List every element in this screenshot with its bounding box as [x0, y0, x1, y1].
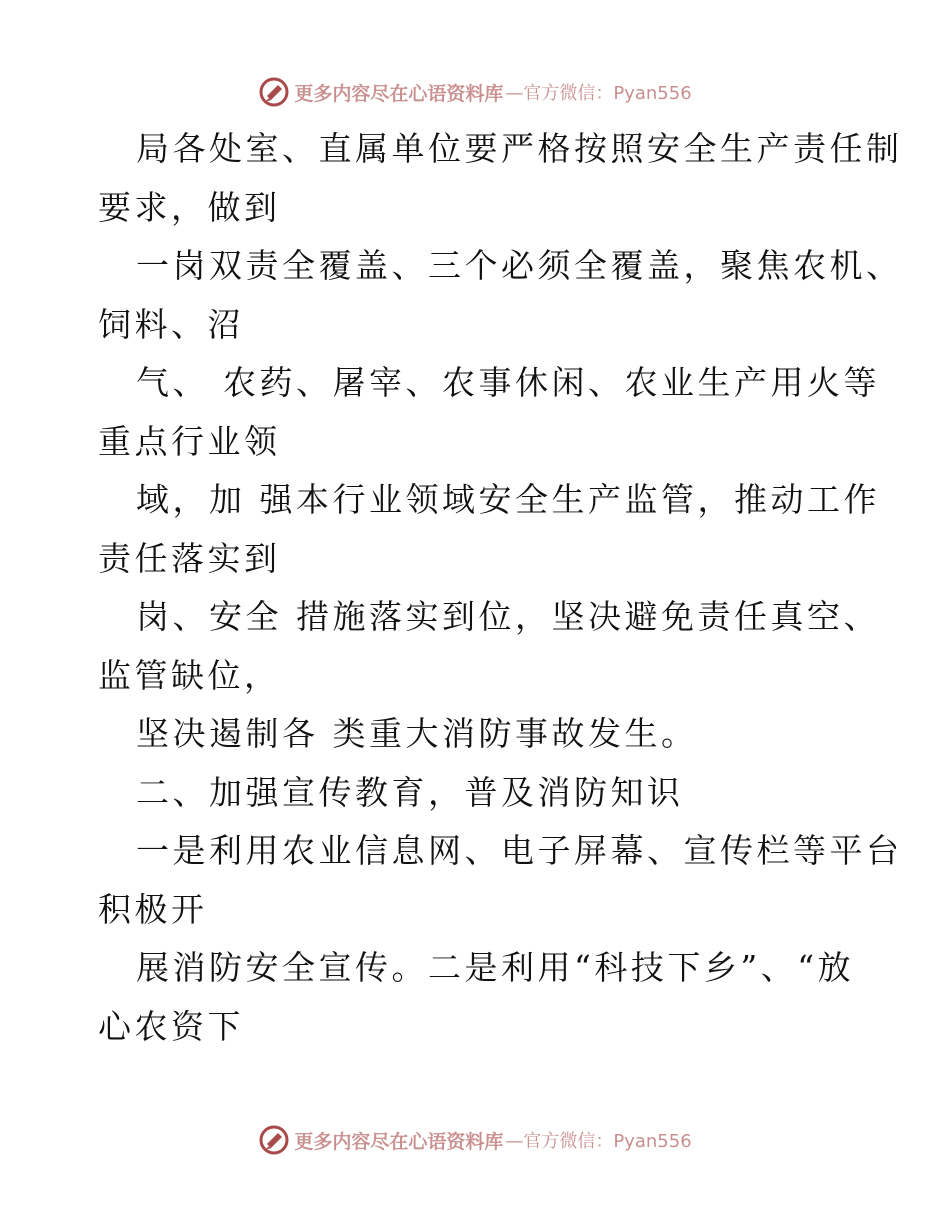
footer-banner [0, 1120, 950, 1160]
brand-logo-icon [258, 76, 290, 108]
paragraph-line: 饲料、沼 [98, 304, 244, 344]
paragraph-line: 坚决遏制各 类重大消防事故发生。 [136, 714, 698, 753]
paragraph-line: 一岗双责全覆盖、三个必须全覆盖，聚焦农机、 [136, 246, 903, 285]
paragraph-line: 岗、安全 措施落实到位，坚决避免责任真空、 [136, 597, 880, 636]
paragraph-line: 责任落实到 [98, 538, 281, 578]
paragraph-line: 心农资下 [98, 1006, 244, 1046]
paragraph-line: 重点行业领 [98, 421, 281, 461]
header-banner [0, 72, 950, 112]
header-banner-text: 更多内容尽在心语资料库 [294, 82, 504, 105]
paragraph-line: 监管缺位， [98, 655, 281, 695]
paragraph-line: 局各处室、直属单位要严格按照安全生产责任制 [136, 129, 903, 168]
paragraph-line: 积极开 [98, 889, 208, 929]
paragraph-line: 要求，做到 [98, 187, 281, 227]
paragraph-line: 域，加 强本行业领域安全生产监管，推动工作 [136, 480, 880, 519]
footer-banner-contact: —官方微信：Pyan556 [505, 1131, 692, 1152]
header-banner-contact: —官方微信：Pyan556 [505, 83, 692, 104]
section-heading: 二、加强宣传教育，普及消防知识 [136, 772, 684, 812]
brand-logo-icon [258, 1124, 290, 1156]
paragraph-line: 气、 农药、屠宰、农事休闲、农业生产用火等 [136, 363, 880, 402]
footer-banner-text: 更多内容尽在心语资料库 [294, 1130, 504, 1153]
paragraph-line: 展消防安全宣传。二是利用“科技下乡”、“放 [136, 948, 855, 987]
paragraph-line: 一是利用农业信息网、电子屏幕、宣传栏等平台 [136, 831, 903, 870]
document-body [98, 120, 903, 1056]
